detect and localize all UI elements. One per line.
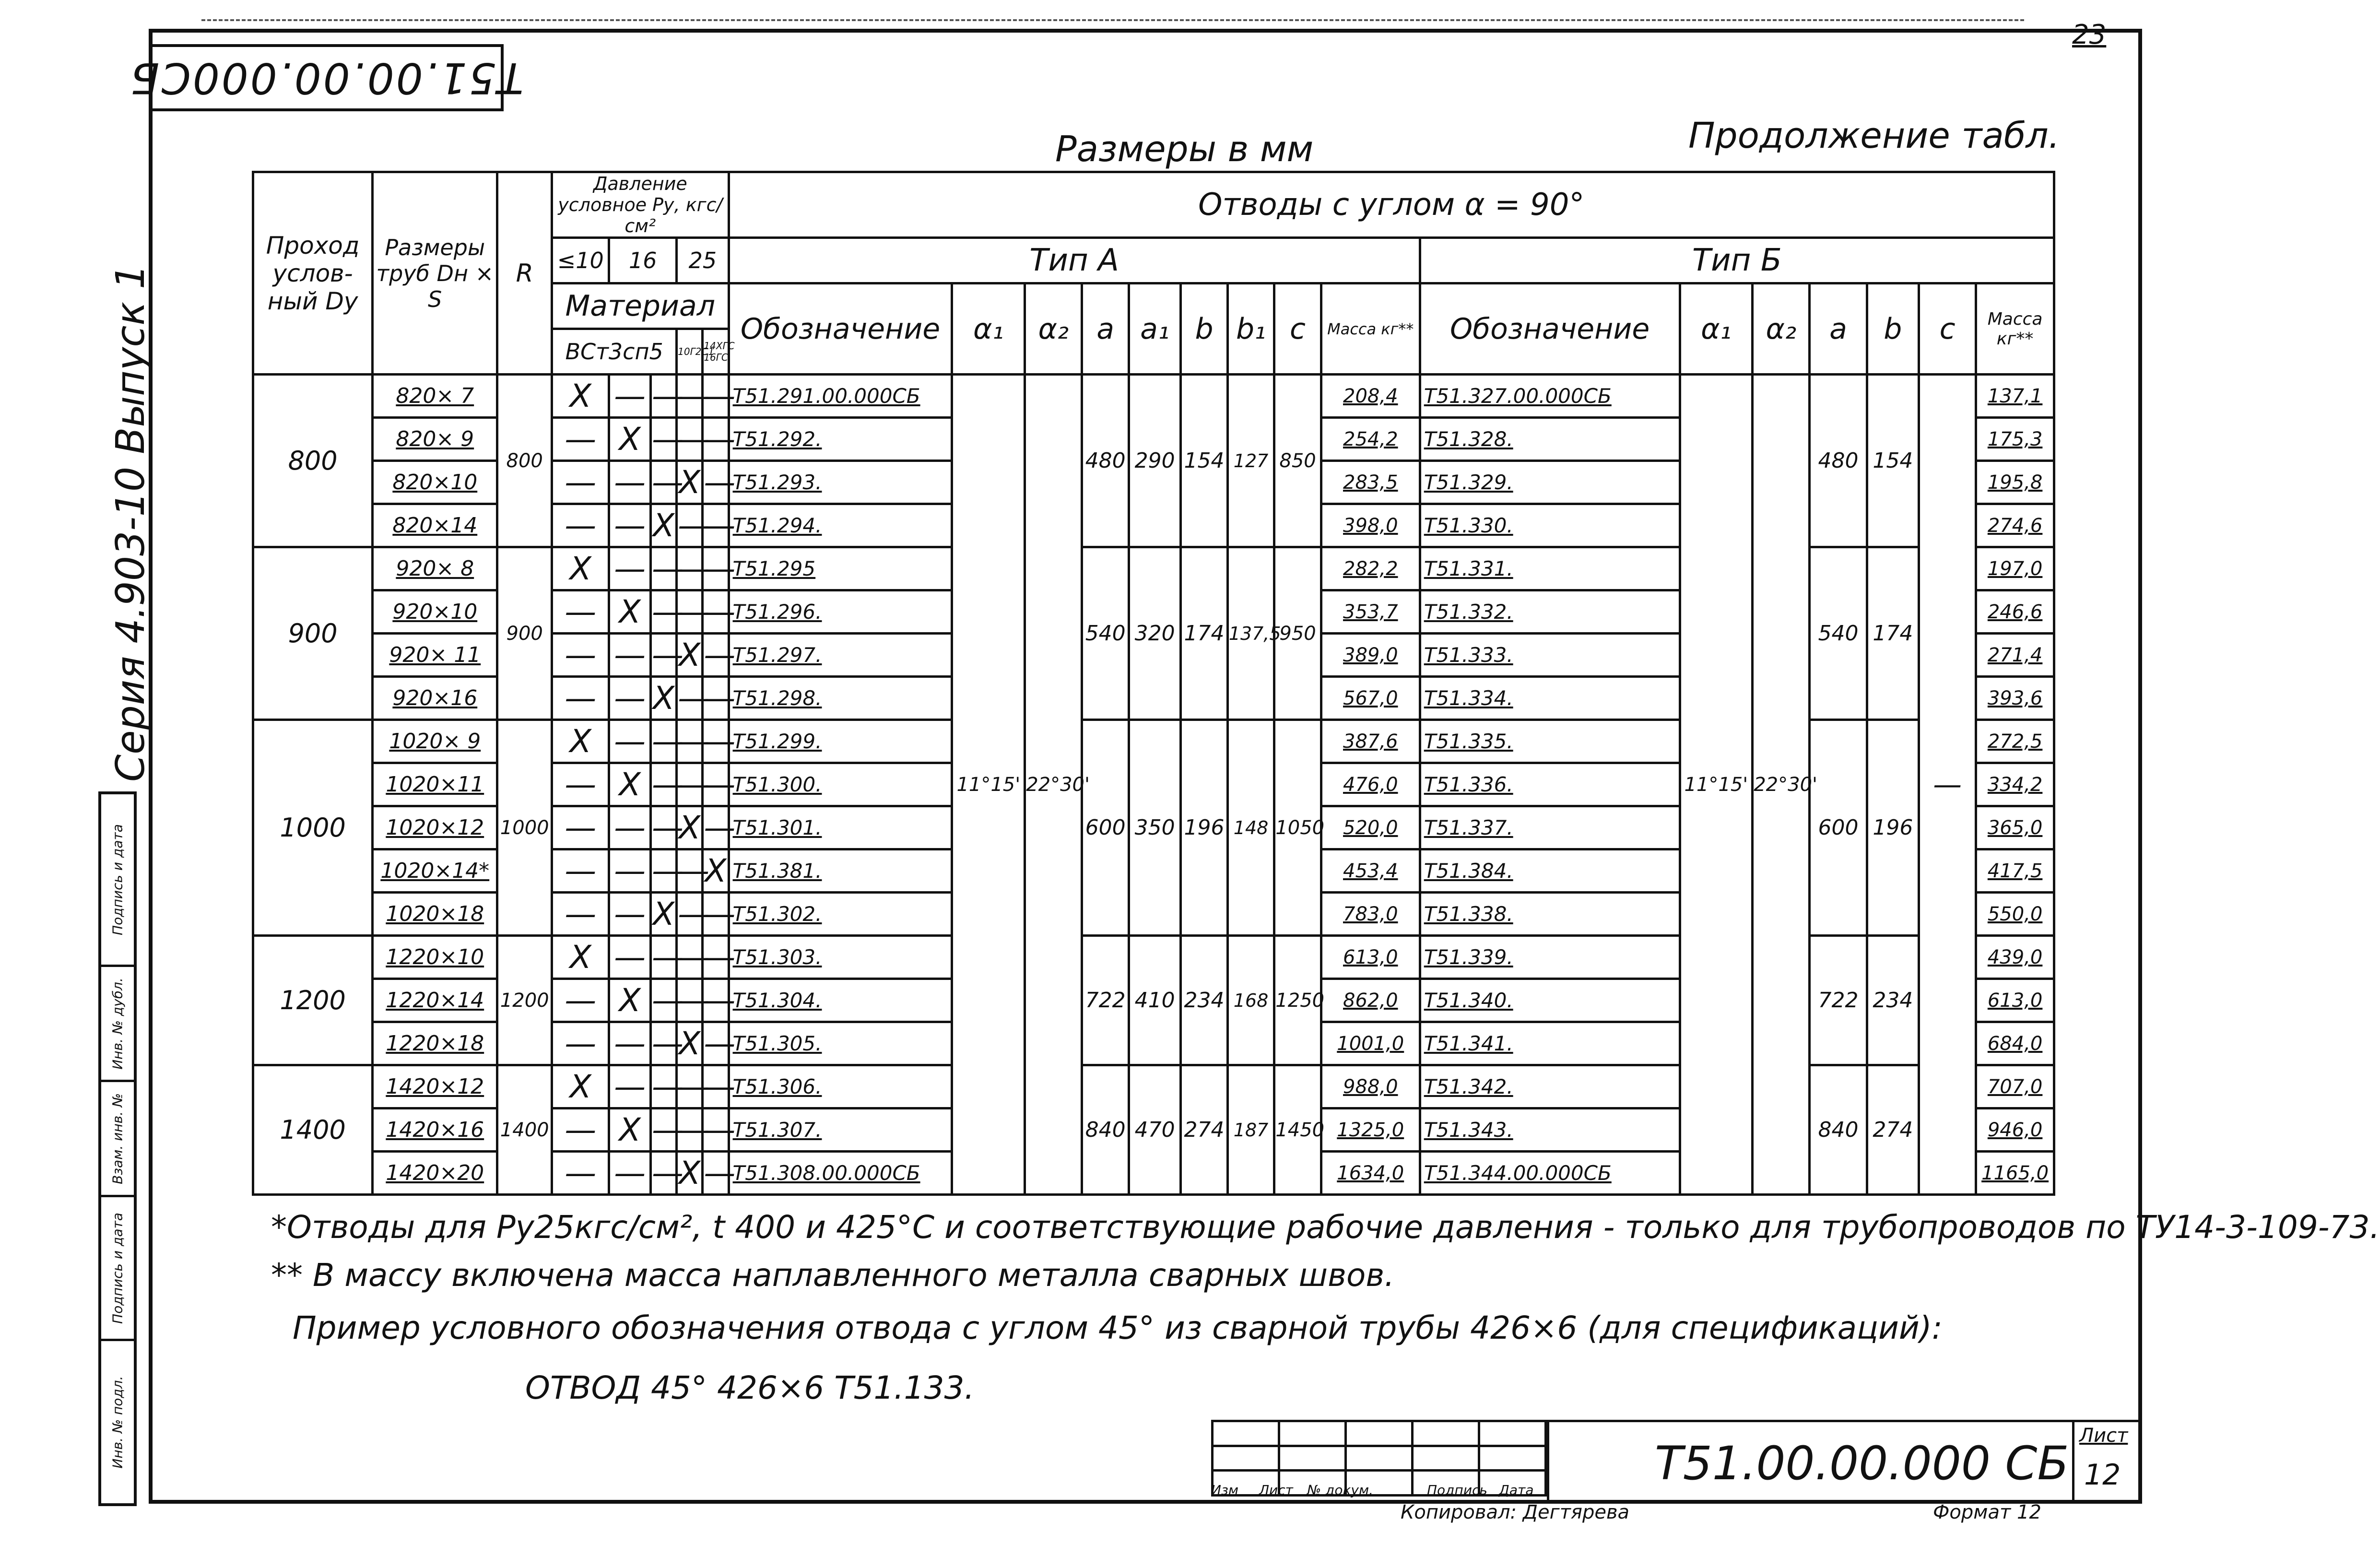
cell-designation-b: T51.344.00.000СБ — [1420, 1152, 1680, 1195]
cell-mass-b: 393,6 — [1976, 677, 2054, 720]
cell-material-mark: — — [677, 375, 703, 418]
cell-mass-b: 365,0 — [1976, 806, 2054, 849]
cell-material-mark: — — [703, 1022, 729, 1065]
cell-mass-b: 137,1 — [1976, 375, 2054, 418]
cell-b1: 137,5 — [1227, 547, 1274, 720]
cell-material-mark: — — [677, 893, 703, 936]
cell-designation-b: T51.335. — [1420, 720, 1680, 763]
cell-material-mark: — — [552, 893, 609, 936]
col-mass-b: Масса кг** — [1976, 283, 2054, 375]
cell-pipe: 920× 8 — [373, 547, 497, 590]
cell-a-b: 722 — [1810, 936, 1867, 1065]
cell-pipe: 820× 7 — [373, 375, 497, 418]
cell-alpha2-b: 22°30' — [1753, 375, 1810, 1195]
cell-material-mark: — — [552, 763, 609, 806]
sheet-label: Лист — [2079, 1425, 2128, 1447]
cell-material-mark: — — [650, 763, 676, 806]
cell-a1: 320 — [1129, 547, 1180, 720]
cell-designation-a: T51.298. — [729, 677, 952, 720]
cell-material-mark: — — [650, 634, 676, 677]
cell-pipe: 920×10 — [373, 590, 497, 634]
cell-mass-b: 195,8 — [1976, 461, 2054, 504]
cell-material-mark: — — [552, 1022, 609, 1065]
cell-c: 1250 — [1274, 936, 1321, 1065]
main-table — [252, 171, 2055, 1196]
top-rule — [201, 19, 2024, 21]
cell-mass-a: 783,0 — [1321, 893, 1420, 936]
cell-b: 234 — [1181, 936, 1228, 1065]
cell-designation-b: T51.333. — [1420, 634, 1680, 677]
cell-designation-a: T51.301. — [729, 806, 952, 849]
cell-designation-a: T51.300. — [729, 763, 952, 806]
cell-mass-a: 283,5 — [1321, 461, 1420, 504]
cell-material-mark: — — [552, 979, 609, 1022]
cell-c-b: — — [1919, 375, 1976, 1195]
series-label: Серия 4.903-10 Выпуск 1 — [108, 264, 153, 782]
cell-dy: 1000 — [253, 720, 373, 936]
cell-material-mark: — — [703, 806, 729, 849]
cell-mass-a: 862,0 — [1321, 979, 1420, 1022]
cell-material-mark: — — [609, 936, 651, 979]
cell-material-mark: X — [677, 1022, 703, 1065]
cell-material-mark: — — [703, 677, 729, 720]
cell-material-mark: — — [609, 849, 651, 893]
cell-a: 600 — [1082, 720, 1129, 936]
cell-designation-b: T51.327.00.000СБ — [1420, 375, 1680, 418]
note-1: *Отводы для Ру25кгс/см², t 400 и 425°С и соответствующие рабочие давления - только для трубопроводов по ТУ14-3-109-73. — [271, 1209, 2380, 1246]
cell-material-mark: — — [650, 418, 676, 461]
cell-designation-b: T51.336. — [1420, 763, 1680, 806]
cell-material-mark: — — [609, 375, 651, 418]
cell-designation-b: T51.339. — [1420, 936, 1680, 979]
tb-col-doc: № докум. — [1307, 1482, 1374, 1498]
cell-r: 800 — [497, 375, 552, 547]
cell-a-b: 600 — [1810, 720, 1867, 936]
cell-r: 1000 — [497, 720, 552, 936]
cell-r: 900 — [497, 547, 552, 720]
cell-mass-a: 389,0 — [1321, 634, 1420, 677]
cell-r: 1200 — [497, 936, 552, 1065]
cell-r: 1400 — [497, 1065, 552, 1195]
cell-material-mark: X — [650, 677, 676, 720]
cell-material-mark: — — [677, 979, 703, 1022]
cell-material-mark: — — [609, 806, 651, 849]
cell-material-mark: — — [677, 1108, 703, 1152]
cell-material-mark: — — [677, 763, 703, 806]
cell-material-mark: — — [650, 979, 676, 1022]
cell-mass-a: 1001,0 — [1321, 1022, 1420, 1065]
cell-mass-a: 398,0 — [1321, 504, 1420, 547]
cell-b1: 168 — [1227, 936, 1274, 1065]
cell-b1: 127 — [1227, 375, 1274, 547]
stamp-code: T51.00.00.000CБ — [129, 53, 524, 103]
col-alpha2-a: α₂ — [1025, 283, 1082, 375]
cell-pipe: 1020×11 — [373, 763, 497, 806]
cell-material-mark: — — [677, 677, 703, 720]
cell-dy: 800 — [253, 375, 373, 547]
cell-material-mark: — — [650, 375, 676, 418]
side-label-3: Взам. инв. № — [109, 1093, 126, 1184]
cell-mass-a: 208,4 — [1321, 375, 1420, 418]
cell-designation-b: T51.340. — [1420, 979, 1680, 1022]
cell-material-mark: — — [703, 763, 729, 806]
cell-mass-b: 946,0 — [1976, 1108, 2054, 1152]
cell-mass-a: 1325,0 — [1321, 1108, 1420, 1152]
cell-designation-a: T51.307. — [729, 1108, 952, 1152]
col-pressure: Давление условное Ру, кгс/см² — [552, 172, 729, 238]
note-4: ОТВОД 45° 426×6 Т51.133. — [525, 1369, 975, 1406]
col-mass-a: Масса кг** — [1321, 283, 1420, 375]
side-stamp — [98, 791, 137, 1506]
cell-pipe: 1020× 9 — [373, 720, 497, 763]
cell-material-mark: — — [609, 504, 651, 547]
cell-material-mark: — — [650, 461, 676, 504]
col-alpha2-b: α₂ — [1753, 283, 1810, 375]
cell-mass-b: 175,3 — [1976, 418, 2054, 461]
doc-designation: T51.00.00.000 СБ — [1655, 1437, 2069, 1490]
cell-material-mark: — — [677, 504, 703, 547]
cell-material-mark: — — [552, 461, 609, 504]
col-mat2: 10Г2С1 — [677, 329, 703, 375]
cell-material-mark: — — [650, 936, 676, 979]
cell-b1: 148 — [1227, 720, 1274, 936]
cell-material-mark: — — [609, 547, 651, 590]
cell-material-mark: X — [677, 1152, 703, 1195]
cell-material-mark: — — [703, 893, 729, 936]
cell-pipe: 820× 9 — [373, 418, 497, 461]
cell-mass-b: 272,5 — [1976, 720, 2054, 763]
cell-pipe: 820×10 — [373, 461, 497, 504]
cell-mass-b: 417,5 — [1976, 849, 2054, 893]
cell-material-mark: X — [609, 418, 651, 461]
cell-b: 174 — [1181, 547, 1228, 720]
cell-material-mark: — — [677, 590, 703, 634]
cell-mass-a: 476,0 — [1321, 763, 1420, 806]
cell-a1: 290 — [1129, 375, 1180, 547]
col-mat3: 14ХГС 16ГС — [703, 329, 729, 375]
cell-designation-b: T51.329. — [1420, 461, 1680, 504]
continuation-label: Продолжение табл. — [1688, 115, 2060, 156]
cell-pipe: 1220×14 — [373, 979, 497, 1022]
cell-mass-b: 271,4 — [1976, 634, 2054, 677]
cell-b-b: 196 — [1867, 720, 1919, 936]
cell-material-mark: X — [650, 893, 676, 936]
tb-col-izm: Изм — [1211, 1482, 1238, 1498]
cell-mass-b: 707,0 — [1976, 1065, 2054, 1108]
cell-c: 1050 — [1274, 720, 1321, 936]
cell-material-mark: — — [650, 547, 676, 590]
cell-mass-a: 988,0 — [1321, 1065, 1420, 1108]
cell-material-mark: — — [703, 979, 729, 1022]
cell-a-b: 480 — [1810, 375, 1867, 547]
cell-designation-a: T51.296. — [729, 590, 952, 634]
cell-b-b: 274 — [1867, 1065, 1919, 1195]
cell-pipe: 920× 11 — [373, 634, 497, 677]
col-mat1: ВСт3сп5 — [552, 329, 677, 375]
side-label-5: Инв. № подл. — [109, 1376, 126, 1469]
cell-material-mark: X — [677, 634, 703, 677]
col-p3: 25 — [677, 238, 729, 283]
col-b-b: b — [1867, 283, 1919, 375]
col-desig-b: Обозначение — [1420, 283, 1680, 375]
cell-pipe: 920×16 — [373, 677, 497, 720]
cell-c: 1450 — [1274, 1065, 1321, 1195]
col-c-b: c — [1919, 283, 1976, 375]
cell-material-mark: X — [677, 461, 703, 504]
cell-c: 950 — [1274, 547, 1321, 720]
stamp-code-box — [129, 44, 524, 111]
cell-designation-a: T51.306. — [729, 1065, 952, 1108]
col-a: a — [1082, 283, 1129, 375]
cell-material-mark: — — [609, 893, 651, 936]
note-2: ** В массу включена масса наплавленного металла сварных швов. — [271, 1257, 1395, 1294]
page-number: 23 — [2072, 19, 2107, 50]
cell-mass-b: 613,0 — [1976, 979, 2054, 1022]
col-type-a: Тип А — [729, 238, 1420, 283]
cell-mass-a: 520,0 — [1321, 806, 1420, 849]
col-alpha1-b: α₁ — [1680, 283, 1753, 375]
sheet-number: 12 — [2084, 1458, 2121, 1492]
cell-b-b: 234 — [1867, 936, 1919, 1065]
cell-mass-a: 567,0 — [1321, 677, 1420, 720]
cell-material-mark: — — [703, 1108, 729, 1152]
cell-material-mark: — — [650, 849, 676, 893]
cell-material-mark: — — [650, 806, 676, 849]
cell-designation-a: T51.294. — [729, 504, 952, 547]
cell-designation-a: T51.297. — [729, 634, 952, 677]
cell-a1: 410 — [1129, 936, 1180, 1065]
side-label-1: Подпись и дата — [109, 824, 126, 935]
cell-alpha1-b: 11°15' — [1680, 375, 1753, 1195]
cell-mass-b: 684,0 — [1976, 1022, 2054, 1065]
cell-mass-b: 439,0 — [1976, 936, 2054, 979]
cell-material-mark: — — [609, 1065, 651, 1108]
cell-material-mark: — — [552, 849, 609, 893]
col-p2: 16 — [609, 238, 677, 283]
cell-mass-a: 387,6 — [1321, 720, 1420, 763]
cell-mass-b: 274,6 — [1976, 504, 2054, 547]
cell-designation-b: T51.328. — [1420, 418, 1680, 461]
cell-a1: 470 — [1129, 1065, 1180, 1195]
cell-material-mark: X — [609, 979, 651, 1022]
cell-material-mark: — — [650, 1022, 676, 1065]
cell-b: 274 — [1181, 1065, 1228, 1195]
cell-mass-a: 1634,0 — [1321, 1152, 1420, 1195]
cell-designation-a: T51.295 — [729, 547, 952, 590]
cell-material-mark: — — [703, 547, 729, 590]
col-alpha1-a: α₁ — [952, 283, 1025, 375]
cell-dy: 1200 — [253, 936, 373, 1065]
cell-pipe: 1420×20 — [373, 1152, 497, 1195]
cell-designation-b: T51.384. — [1420, 849, 1680, 893]
col-c: c — [1274, 283, 1321, 375]
cell-material-mark: — — [703, 504, 729, 547]
cell-designation-b: T51.341. — [1420, 1022, 1680, 1065]
tb-col-date: Дата — [1499, 1482, 1534, 1498]
cell-dy: 1400 — [253, 1065, 373, 1195]
cell-a: 722 — [1082, 936, 1129, 1065]
cell-b-b: 174 — [1867, 547, 1919, 720]
cell-a1: 350 — [1129, 720, 1180, 936]
tb-col-sign: Подпись — [1427, 1482, 1487, 1498]
col-type-b: Тип Б — [1420, 238, 2054, 283]
cell-material-mark: — — [677, 418, 703, 461]
col-desig-a: Обозначение — [729, 283, 952, 375]
cell-material-mark: — — [677, 547, 703, 590]
col-group: Отводы с углом α = 90° — [729, 172, 2054, 238]
cell-material-mark: X — [552, 720, 609, 763]
cell-designation-b: T51.343. — [1420, 1108, 1680, 1152]
cell-mass-a: 453,4 — [1321, 849, 1420, 893]
col-a1: a₁ — [1129, 283, 1180, 375]
cell-material-mark: — — [609, 1152, 651, 1195]
cell-material-mark: — — [703, 375, 729, 418]
cell-designation-a: T51.302. — [729, 893, 952, 936]
cell-designation-b: T51.337. — [1420, 806, 1680, 849]
col-r: R — [497, 172, 552, 375]
cell-material-mark: — — [677, 936, 703, 979]
cell-material-mark: — — [609, 720, 651, 763]
cell-pipe: 820×14 — [373, 504, 497, 547]
tb-col-list: Лист — [1259, 1482, 1293, 1498]
cell-alpha2-a: 22°30' — [1025, 375, 1082, 1195]
cell-material-mark: X — [609, 590, 651, 634]
cell-designation-a: T51.291.00.000СБ — [729, 375, 952, 418]
cell-designation-a: T51.308.00.000СБ — [729, 1152, 952, 1195]
cell-designation-b: T51.332. — [1420, 590, 1680, 634]
cell-mass-a: 282,2 — [1321, 547, 1420, 590]
cell-mass-b: 334,2 — [1976, 763, 2054, 806]
cell-designation-b: T51.331. — [1420, 547, 1680, 590]
cell-pipe: 1420×16 — [373, 1108, 497, 1152]
cell-designation-a: T51.303. — [729, 936, 952, 979]
cell-material-mark: X — [552, 1065, 609, 1108]
cell-mass-b: 550,0 — [1976, 893, 2054, 936]
col-a-b: a — [1810, 283, 1867, 375]
cell-pipe: 1420×12 — [373, 1065, 497, 1108]
cell-material-mark: X — [609, 1108, 651, 1152]
cell-mass-b: 1165,0 — [1976, 1152, 2054, 1195]
cell-a-b: 540 — [1810, 547, 1867, 720]
cell-designation-a: T51.381. — [729, 849, 952, 893]
cell-material-mark: — — [650, 590, 676, 634]
cell-material-mark: — — [650, 1108, 676, 1152]
cell-designation-b: T51.338. — [1420, 893, 1680, 936]
cell-material-mark: — — [609, 677, 651, 720]
cell-material-mark: — — [552, 806, 609, 849]
cell-material-mark: — — [703, 590, 729, 634]
cell-material-mark: — — [552, 504, 609, 547]
side-label-4: Подпись и дата — [109, 1212, 126, 1324]
cell-designation-b: T51.330. — [1420, 504, 1680, 547]
cell-material-mark: — — [609, 634, 651, 677]
cell-material-mark: — — [703, 418, 729, 461]
col-dy: Проход услов-ный Dy — [253, 172, 373, 375]
cell-material-mark: X — [552, 547, 609, 590]
cell-b: 154 — [1181, 375, 1228, 547]
col-material: Материал — [552, 283, 729, 329]
cell-pipe: 1220×18 — [373, 1022, 497, 1065]
cell-material-mark: — — [703, 461, 729, 504]
note-3: Пример условного обозначения отвода с углом 45° из сварной трубы 426×6 (для спецификаций): — [293, 1309, 1943, 1346]
cell-pipe: 1020×18 — [373, 893, 497, 936]
cell-dy: 900 — [253, 547, 373, 720]
cell-designation-b: T51.334. — [1420, 677, 1680, 720]
units-label: Размеры в мм — [1055, 129, 1314, 170]
cell-material-mark: X — [609, 763, 651, 806]
cell-pipe: 1020×12 — [373, 806, 497, 849]
cell-material-mark: — — [552, 677, 609, 720]
cell-pipe: 1220×10 — [373, 936, 497, 979]
copied-by: Копировал: Дегтярева — [1401, 1501, 1630, 1523]
cell-a: 540 — [1082, 547, 1129, 720]
cell-material-mark: — — [609, 1022, 651, 1065]
cell-material-mark: X — [677, 806, 703, 849]
cell-material-mark: — — [552, 634, 609, 677]
cell-material-mark: — — [552, 418, 609, 461]
side-label-2: Инв. № дубл. — [109, 977, 126, 1070]
cell-c: 850 — [1274, 375, 1321, 547]
cell-designation-a: T51.292. — [729, 418, 952, 461]
cell-material-mark: — — [677, 1065, 703, 1108]
cell-material-mark: — — [703, 720, 729, 763]
col-b1: b₁ — [1227, 283, 1274, 375]
cell-pipe: 1020×14* — [373, 849, 497, 893]
cell-designation-a: T51.304. — [729, 979, 952, 1022]
cell-material-mark: — — [677, 720, 703, 763]
cell-material-mark: — — [703, 634, 729, 677]
cell-material-mark: — — [703, 1152, 729, 1195]
cell-material-mark: X — [703, 849, 729, 893]
cell-mass-a: 353,7 — [1321, 590, 1420, 634]
cell-material-mark: X — [650, 504, 676, 547]
col-b: b — [1181, 283, 1228, 375]
cell-alpha1-a: 11°15' — [952, 375, 1025, 1195]
cell-designation-a: T51.305. — [729, 1022, 952, 1065]
cell-material-mark: — — [650, 720, 676, 763]
cell-material-mark: — — [552, 1152, 609, 1195]
cell-material-mark: — — [552, 1108, 609, 1152]
cell-designation-a: T51.293. — [729, 461, 952, 504]
cell-material-mark: X — [552, 375, 609, 418]
cell-a: 840 — [1082, 1065, 1129, 1195]
table-row — [253, 375, 2054, 418]
cell-a-b: 840 — [1810, 1065, 1867, 1195]
cell-designation-b: T51.342. — [1420, 1065, 1680, 1108]
cell-material-mark: — — [609, 461, 651, 504]
cell-a: 480 — [1082, 375, 1129, 547]
cell-b1: 187 — [1227, 1065, 1274, 1195]
col-p1: ≤10 — [552, 238, 609, 283]
cell-mass-a: 254,2 — [1321, 418, 1420, 461]
cell-material-mark: — — [650, 1152, 676, 1195]
cell-b-b: 154 — [1867, 375, 1919, 547]
cell-designation-a: T51.299. — [729, 720, 952, 763]
cell-b: 196 — [1181, 720, 1228, 936]
col-pipe: Размеры труб Dн × S — [373, 172, 497, 375]
cell-mass-b: 246,6 — [1976, 590, 2054, 634]
cell-material-mark: — — [703, 936, 729, 979]
cell-mass-a: 613,0 — [1321, 936, 1420, 979]
cell-mass-b: 197,0 — [1976, 547, 2054, 590]
cell-material-mark: X — [552, 936, 609, 979]
cell-material-mark: — — [703, 1065, 729, 1108]
format-label: Формат 12 — [1933, 1501, 2041, 1523]
cell-material-mark: — — [650, 1065, 676, 1108]
cell-material-mark: — — [552, 590, 609, 634]
cell-material-mark: — — [677, 849, 703, 893]
